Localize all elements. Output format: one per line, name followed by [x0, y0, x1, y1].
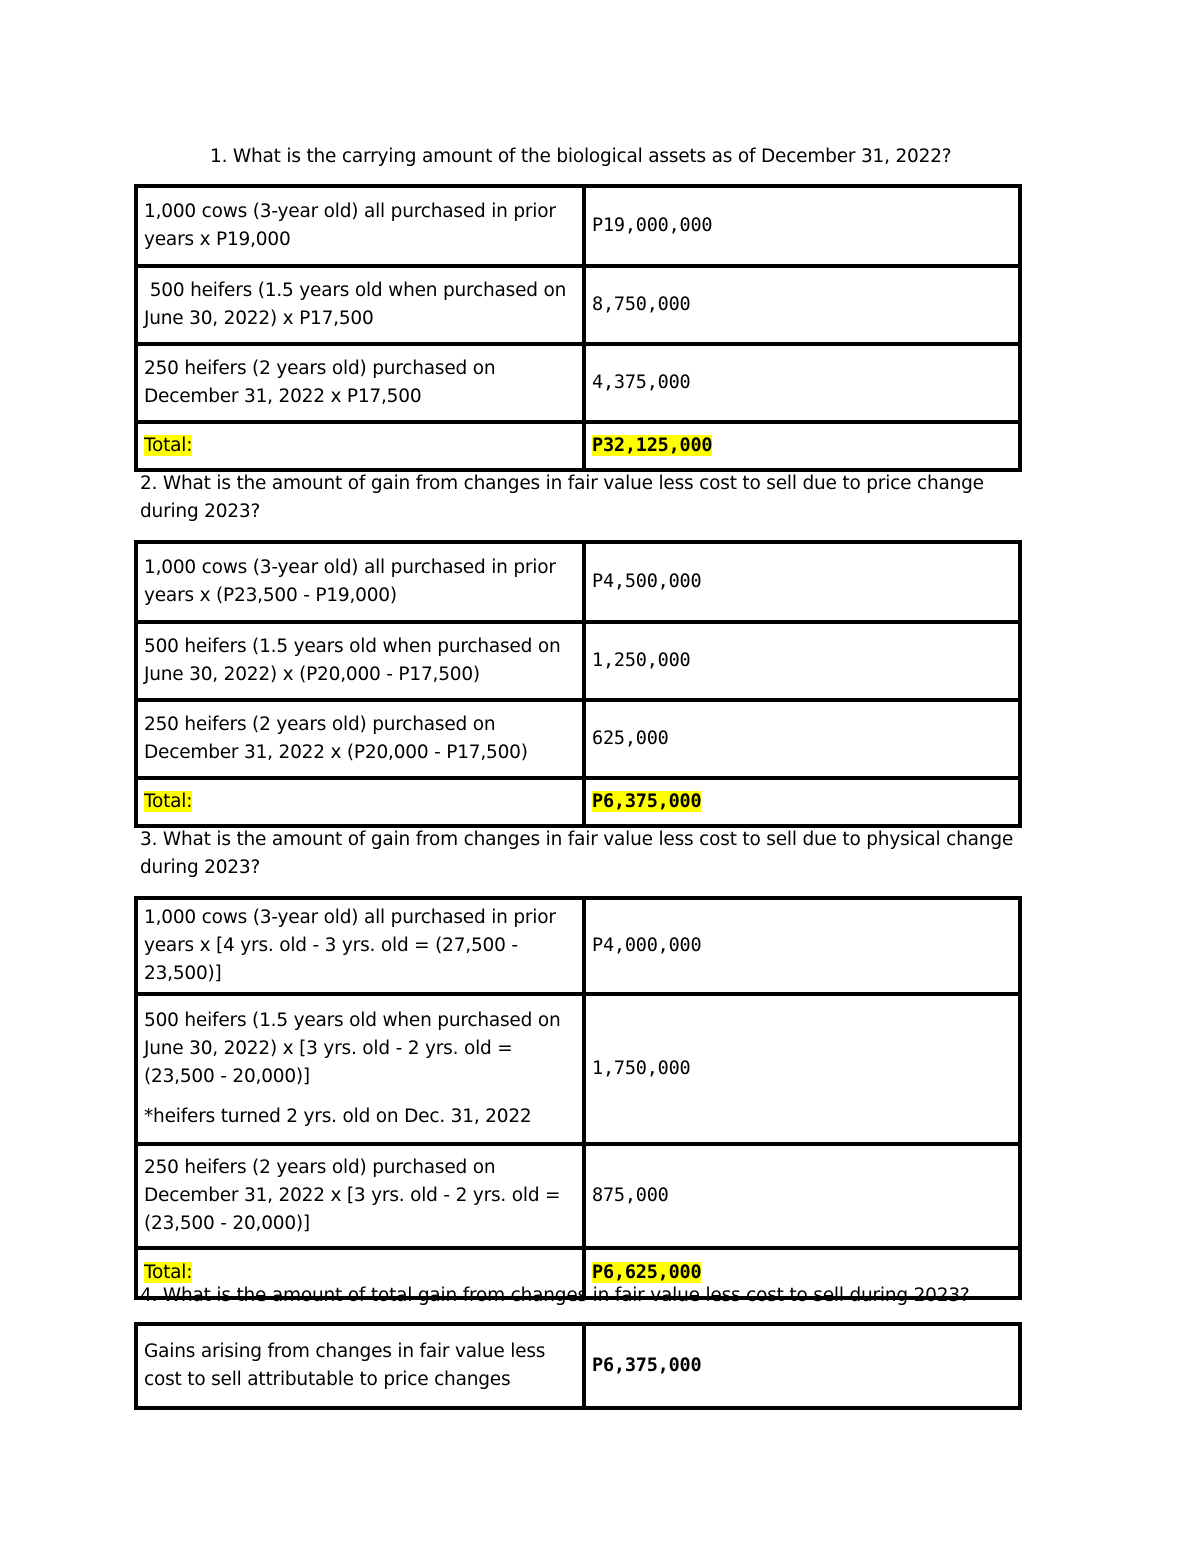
table-q3 [134, 896, 1022, 1300]
row-value: 625,000 [584, 700, 1020, 778]
table-row [136, 1324, 1020, 1408]
total-label: Total: [144, 435, 193, 456]
total-label: Total: [144, 1262, 193, 1283]
table-row [136, 622, 1020, 700]
total-label: Total: [144, 791, 193, 812]
row-label: 250 heifers (2 years old) purchased on December 31, 2022 x (P20,000 - P17,500) [136, 700, 584, 778]
question-1: 1. What is the carrying amount of the biological assets as of December 31, 2022? [210, 146, 952, 167]
row-label: 500 heifers (1.5 years old when purchased on June 30, 2022) x [3 yrs. old - 2 yrs. old = (23,500 - 20,000)] [144, 1010, 561, 1087]
table-row [136, 700, 1020, 778]
row-label: Gains arising from changes in fair value less cost to sell attributable to price changes [136, 1324, 584, 1408]
table-row [136, 186, 1020, 266]
row-value: P19,000,000 [584, 186, 1020, 266]
question-4: 4. What is the amount of total gain from changes in fair value less cost to sell during 2023? [140, 1285, 970, 1306]
table-row [136, 266, 1020, 344]
total-value: P32,125,000 [592, 435, 713, 456]
row-label: 500 heifers (1.5 years old when purchased on June 30, 2022) x (P20,000 - P17,500) [136, 622, 584, 700]
row-label: 500 heifers (1.5 years old when purchased on June 30, 2022) x P17,500 [136, 266, 584, 344]
table-row-total [136, 422, 1020, 470]
total-value-cell [584, 422, 1020, 470]
row-value: 1,250,000 [584, 622, 1020, 700]
table-row [136, 1144, 1020, 1248]
row-value: P4,000,000 [584, 898, 1020, 994]
row-label: 1,000 cows (3-year old) all purchased in prior years x P19,000 [136, 186, 584, 266]
table-row-total [136, 778, 1020, 826]
total-label-cell [136, 422, 584, 470]
row-value: 1,750,000 [584, 994, 1020, 1144]
table-q4 [134, 1322, 1022, 1410]
table-row [136, 344, 1020, 422]
total-value: P6,375,000 [592, 791, 702, 812]
table-row [136, 898, 1020, 994]
row-value: 8,750,000 [584, 266, 1020, 344]
row-value: 4,375,000 [584, 344, 1020, 422]
row-value: P4,500,000 [584, 542, 1020, 622]
table-q1 [134, 184, 1022, 472]
question-3: 3. What is the amount of gain from changes in fair value less cost to sell due to physical change during 2023? [140, 829, 1014, 878]
row-note: *heifers turned 2 yrs. old on Dec. 31, 2022 [144, 1106, 532, 1127]
table-row [136, 994, 1020, 1144]
total-label-cell [136, 778, 584, 826]
row-value: P6,375,000 [584, 1324, 1020, 1408]
table-q2 [134, 540, 1022, 828]
total-value: P6,625,000 [592, 1262, 702, 1283]
question-2: 2. What is the amount of gain from changes in fair value less cost to sell due to price change during 2023? [140, 473, 984, 522]
total-value-cell [584, 778, 1020, 826]
row-label-with-note [136, 994, 584, 1144]
row-label: 250 heifers (2 years old) purchased on December 31, 2022 x [3 yrs. old - 2 yrs. old = (23,500 - 20,000)] [136, 1144, 584, 1248]
row-label: 1,000 cows (3-year old) all purchased in prior years x [4 yrs. old - 3 yrs. old = (27,500 - 23,500)] [136, 898, 584, 994]
row-label: 1,000 cows (3-year old) all purchased in prior years x (P23,500 - P19,000) [136, 542, 584, 622]
row-value: 875,000 [584, 1144, 1020, 1248]
table-row [136, 542, 1020, 622]
row-label: 250 heifers (2 years old) purchased on December 31, 2022 x P17,500 [136, 344, 584, 422]
